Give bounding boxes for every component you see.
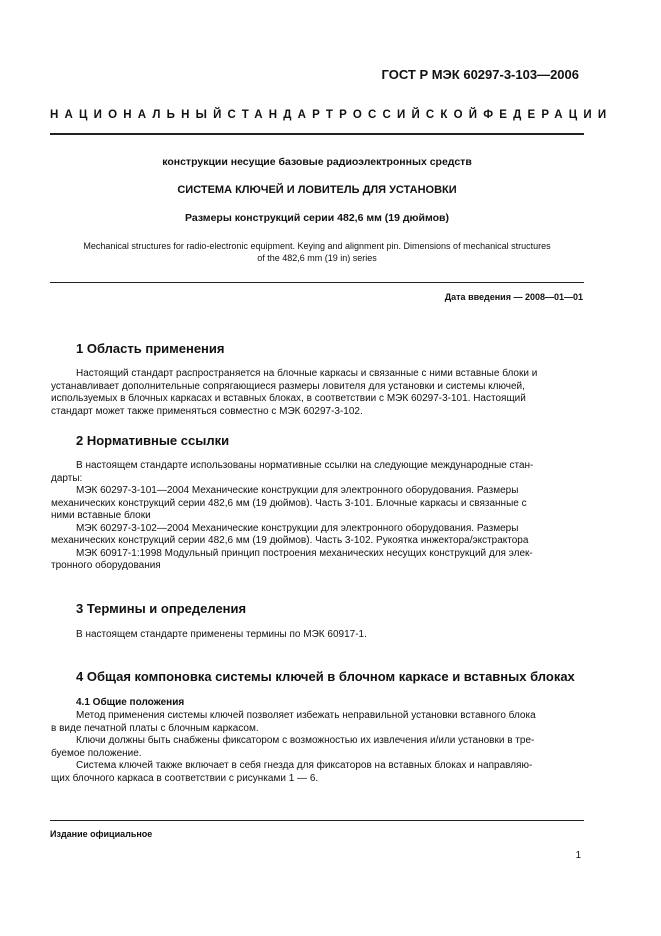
section-4-line: щих блочного каркаса в соответствии с рисунками 1 — 6. [51,772,319,784]
section-2-line: механических конструкций серии 482,6 мм (19 дюймов). Часть 3-102. Рукоятка инжектора/экстрактора [51,535,529,546]
section-4-line: в виде печатной платы с блочным каркасом. [51,722,259,734]
section-2-line: ними вставные блоки [51,510,151,521]
section-2-heading: 2 Нормативные ссылки [76,433,230,448]
section-1-line: используемых в блочных каркасах и вставных блоках, в соответствии с МЭК 60297-3-101. Настоящий [51,393,526,404]
title-divider [50,282,584,283]
section-4-body [51,710,582,785]
section-2-line: дарты: [51,472,83,484]
section-4-line: буемое положение. [51,747,142,759]
section-2-line: В настоящем стандарте использованы нормативные ссылки на следующие международные стан- [76,460,534,471]
section-4-line: Ключи должны быть снабжены фиксатором с возможностью их извлечения и/или установки в тре- [76,735,535,746]
standard-subject: конструкции несущие базовые радиоэлектронных средств [162,156,472,168]
section-2-line: МЭК 60297-3-102—2004 Механические конструкции для электронного оборудования. Размеры [76,522,519,534]
section-2-line: механических конструкций серии 482,6 мм (19 дюймов). Часть 3-101. Блочные каркасы и связанные с [51,497,527,509]
section-2-body [51,460,582,573]
english-title [50,240,584,264]
subsection-4-1-heading: 4.1 Общие положения [76,697,185,708]
section-2-line: МЭК 60917-1:1998 Модульный принцип построения механических несущих конструкций для элек- [76,547,533,559]
section-2-line: тронного оборудования [51,560,161,571]
section-1-line: Настоящий стандарт распространяется на блочные каркасы и связанные с ними вставные блоки и [76,368,538,379]
english-title-line-1: Mechanical structures for radio-electronic equipment. Keying and alignment pin. Dimensions of mechanical structures [83,241,551,251]
section-3-line: В настоящем стандарте применены термины по МЭК 60917-1. [76,629,367,640]
english-title-line-2: of the 482,6 mm (19 in) series [257,253,377,263]
section-1-line: стандарт может также применяться совместно с МЭК 60297-3-102. [51,405,363,417]
banner-word-2: СТАНДАРТ [227,109,340,121]
banner-word-4: ФЕДЕРАЦИИ [483,109,613,121]
edition-label: Издание официальное [50,829,153,839]
section-3-body [76,629,582,642]
footer-divider [50,820,584,821]
section-4-line: Система ключей также включает в себя гнезда для фиксаторов на вставных блоках и направляю- [76,760,533,771]
section-2-line: МЭК 60297-3-101—2004 Механические конструкции для электронного оборудования. Размеры [76,485,519,496]
section-4-line: Метод применения системы ключей позволяет избежать неправильной установки вставного блока [76,710,536,721]
banner-word-3: РОССИЙСКОЙ [339,109,484,121]
page-number: 1 [575,850,581,861]
section-1-line: устанавливает дополнительные сопрягающиеся размеры ловителя для установки и системы ключей, [51,380,525,392]
top-divider [50,133,584,135]
document-code: ГОСТ Р МЭК 60297-3-103—2006 [381,67,579,82]
section-3-heading: 3 Термины и определения [76,601,247,616]
section-1-body [51,368,582,418]
standard-title: СИСТЕМА КЛЮЧЕЙ И ЛОВИТЕЛЬ ДЛЯ УСТАНОВКИ [177,184,457,196]
section-4-heading: 4 Общая компоновка системы ключей в блочном каркасе и вставных блоках [76,669,575,684]
effective-date: Дата введения — 2008—01—01 [444,292,583,302]
banner-word-1: НАЦИОНАЛЬНЫЙ [50,109,228,121]
national-standard-banner [50,109,613,121]
section-1-heading: 1 Область применения [76,341,225,356]
standard-subtitle: Размеры конструкций серии 482,6 мм (19 дюймов) [185,212,449,224]
